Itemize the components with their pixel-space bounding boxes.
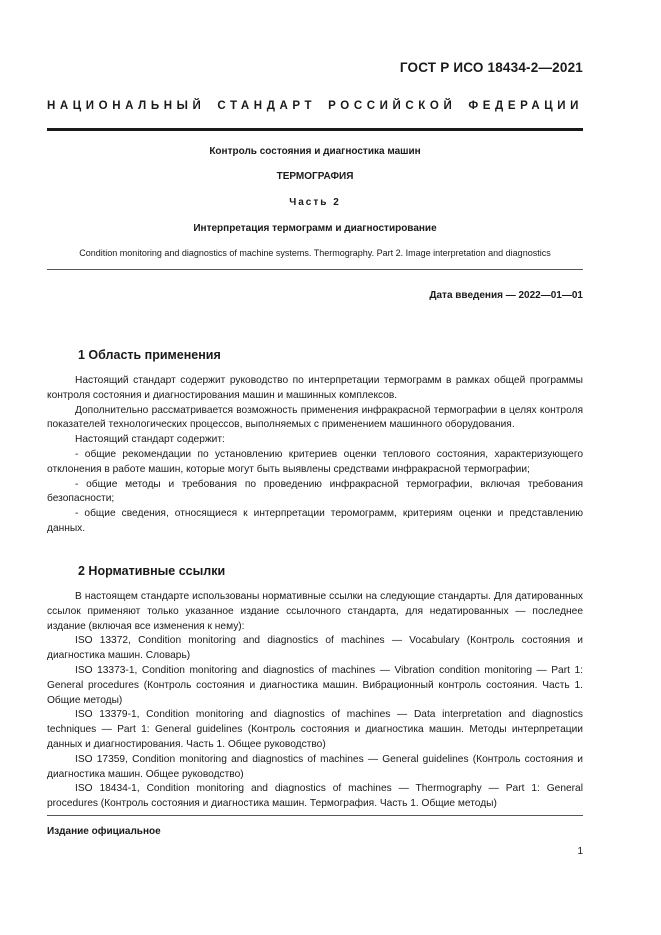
- section-1-body: [47, 374, 583, 537]
- list-item: - общие рекомендации по установлению критериев оценки теплового состояния, характеризующего отклонения в работе машин, которые могут быть выявлены средствами инфракрасной термографии;: [47, 448, 583, 475]
- reference-item: ISO 17359, Condition monitoring and diagnostics of machines — General guidelines (Контроль состояния и диагностика машин. Общее руководство): [47, 753, 583, 780]
- title-main: ТЕРМОГРАФИЯ: [276, 171, 354, 182]
- introduction-date: Дата введения — 2022—01—01: [429, 290, 583, 301]
- paragraph: Дополнительно рассматривается возможность применения инфракрасной термографии в целях контроля показателей технологических процессов, выполняемых с применением машинного оборудования.: [47, 404, 583, 431]
- title-divider: [47, 269, 583, 270]
- page-number: 1: [577, 846, 583, 857]
- paragraph: Настоящий стандарт содержит:: [75, 434, 225, 446]
- header-divider: [47, 128, 583, 131]
- reference-item: ISO 18434-1, Condition monitoring and diagnostics of machines — Thermography — Part 1: General procedures (Контроль состояния и диагностика машин. Термография. Часть 1. Общие методы): [47, 783, 583, 810]
- title-part: Часть 2: [289, 197, 341, 208]
- title-english: Condition monitoring and diagnostics of machine systems. Thermography. Part 2. Image interpretation and diagnostics: [79, 248, 551, 258]
- document-code: ГОСТ Р ИСО 18434-2—2021: [399, 60, 583, 75]
- reference-item: ISO 13372, Condition monitoring and diagnostics of machines — Vocabulary (Контроль состояния и диагностика машин. Словарь): [47, 635, 583, 662]
- paragraph: Настоящий стандарт содержит руководство по интерпретации термограмм в рамках общей программы контроля состояния и диагностирования машин и машинных комплексов.: [47, 375, 583, 401]
- footer-divider: [47, 815, 583, 816]
- section-2-body: [47, 590, 583, 812]
- national-standard-banner: НАЦИОНАЛЬНЫЙ СТАНДАРТ РОССИЙСКОЙ ФЕДЕРАЦИИ: [47, 100, 583, 112]
- section-2-heading: 2 Нормативные ссылки: [78, 564, 226, 578]
- title-subject: Контроль состояния и диагностика машин: [209, 146, 421, 157]
- reference-item: ISO 13373-1, Condition monitoring and diagnostics of machines — Vibration condition monitoring — Part 1: General procedures (Контроль состояния и диагностика машин. Вибрационный контроль состояния. Часть 1. Общие методы): [47, 664, 583, 706]
- official-edition-label: Издание официальное: [47, 826, 161, 837]
- reference-item: ISO 13379-1, Condition monitoring and diagnostics of machines — Data interpretation and diagnostics techniques — Part 1: General guidelines (Контроль состояния и диагностика машин. Методы интерпретации данных и диагностирования. Часть 1. Общее руководство): [47, 709, 583, 750]
- list-item: - общие сведения, относящиеся к интерпретации теромограмм, критериям оценки и представлению данных.: [47, 508, 583, 534]
- paragraph: В настоящем стандарте использованы нормативные ссылки на следующие стандарты. Для датированных ссылок применяют только указанное издание ссылочного стандарта, для недатированных — последнее издание (включая все изменения к нему):: [47, 591, 583, 632]
- list-item: - общие методы и требования по проведению инфракрасной термографии, включая требования безопасности;: [47, 478, 583, 505]
- title-part-name: Интерпретация термограмм и диагностирование: [193, 223, 437, 234]
- section-1-heading: 1 Область применения: [78, 348, 221, 362]
